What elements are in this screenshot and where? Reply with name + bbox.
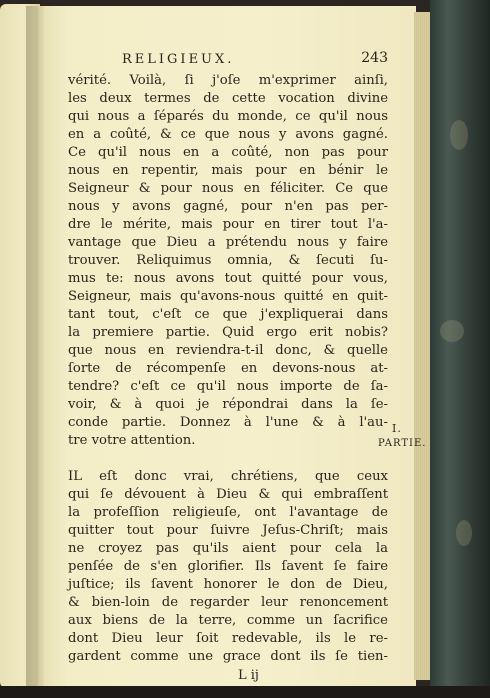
- running-header: [68, 50, 388, 70]
- book-cover: [430, 0, 490, 698]
- text-line: quitter tout pour ſuivre Jeſus-Chriſt; mais: [68, 523, 388, 538]
- text-line: Ce qu'il nous en a coûté, non pas pour: [68, 145, 388, 160]
- text-line: la profeſſion religieuſe, ont l'avantage de: [68, 505, 388, 520]
- text-line: mus te: nous avons tout quitté pour vous,: [68, 271, 388, 286]
- text-line: vantage que Dieu a prétendu nous y faire: [68, 235, 388, 250]
- scan-bottom-shadow: [0, 686, 490, 698]
- text-line: vérité. Voilà, ſi j'oſe m'exprimer ainſi,: [68, 73, 388, 88]
- text-line: les deux termes de cette vocation divine: [68, 91, 388, 106]
- text-line: en a coûté, & ce que nous y avons gagné.: [68, 127, 388, 142]
- text-line: aux biens de la terre, comme un ſacrifice: [68, 613, 388, 628]
- text-line: que nous en reviendra-t-il donc, & quelle: [68, 343, 388, 358]
- text-line: tant tout, c'eſt ce que j'expliquerai dans: [68, 307, 388, 322]
- text-line: voir, & à quoi je répondrai dans la ſe-: [68, 397, 388, 412]
- text-line: IL eſt donc vrai, chrétiens, que ceux: [68, 469, 388, 484]
- text-line: penſée de s'en glorifier. Ils ſavent ſe faire: [68, 559, 388, 574]
- text-line: juſtice; ils ſavent honorer le don de Dieu,: [68, 577, 388, 592]
- text-line: tre votre attention.: [68, 433, 196, 448]
- page-number: 243: [361, 50, 388, 66]
- margin-label: PARTIE.: [378, 438, 427, 449]
- text-line: qui ſe dévouent à Dieu & qui embraſſent: [68, 487, 388, 502]
- text-line: dre le mérite, mais pour en tirer tout l'a-: [68, 217, 388, 232]
- text-line: gardent comme une grace dont ils ſe tien-: [68, 649, 388, 664]
- text-line: ne croyez pas qu'ils aient pour cela la: [68, 541, 388, 556]
- text-line: la premiere partie. Quid ergo erit nobis?: [68, 325, 388, 340]
- text-line: & bien-loin de regarder leur renoncement: [68, 595, 388, 610]
- text-line: Seigneur & pour nous en féliciter. Ce que: [68, 181, 388, 196]
- text-line: nous y avons gagné, pour n'en pas per-: [68, 199, 388, 214]
- text-line: trouver. Reliquimus omnia, & ſecuti ſu-: [68, 253, 388, 268]
- text-line: conde partie. Donnez à l'une & à l'au-: [68, 415, 388, 430]
- text-line: Seigneur, mais qu'avons-nous quitté en quit-: [68, 289, 388, 304]
- text-line: nous en repentir, mais pour en bénir le: [68, 163, 388, 178]
- running-head: RELIGIEUX.: [122, 52, 235, 67]
- margin-number: I.: [392, 422, 402, 435]
- text-line: ſorte de récompenſe en devons-nous at-: [68, 361, 388, 376]
- signature-mark: L ij: [238, 668, 259, 683]
- text-line: dont Dieu leur ſoit redevable, ils le re-: [68, 631, 388, 646]
- book-gutter: [26, 6, 44, 688]
- text-line: tendre? c'eſt ce qu'il nous importe de ſa-: [68, 379, 388, 394]
- text-line: qui nous a ſéparés du monde, ce qu'il nous: [68, 109, 388, 124]
